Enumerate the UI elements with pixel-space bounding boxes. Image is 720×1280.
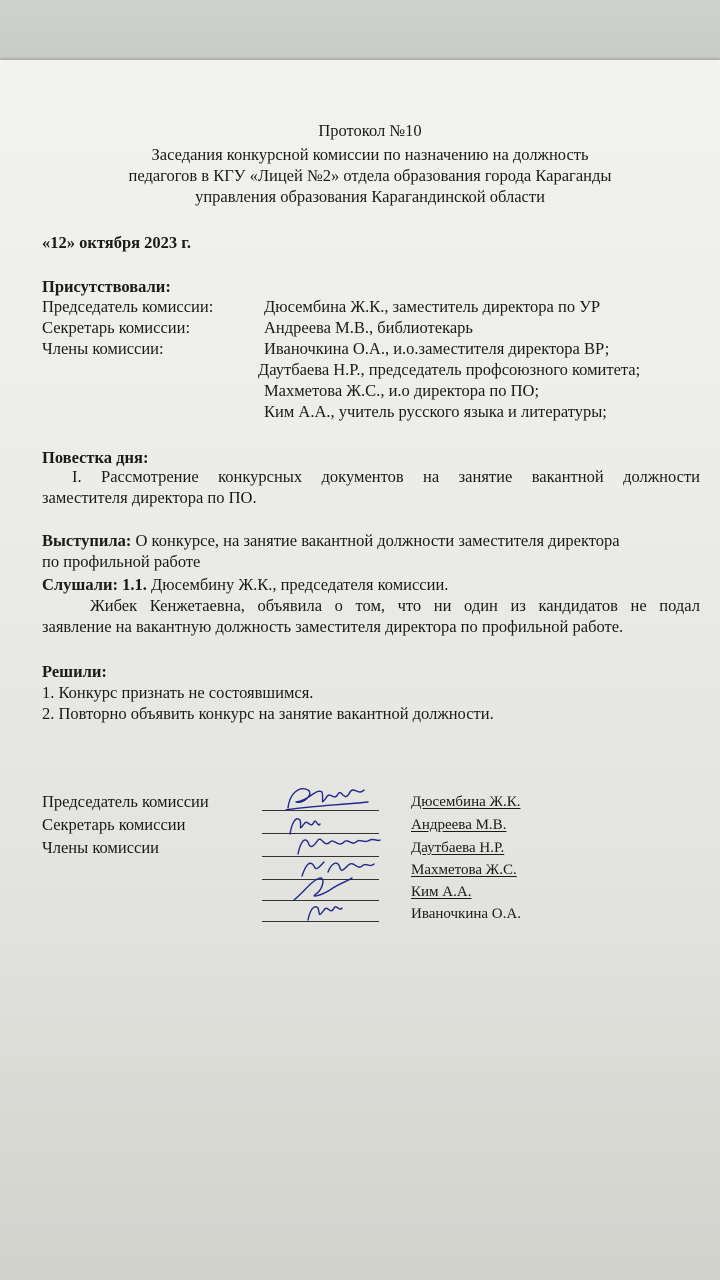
spoke-line-1 <box>42 531 702 551</box>
signatory-name: Андреева М.В. <box>411 817 507 833</box>
member-line-3: Махметова Ж.С., и.о директора по ПО; <box>264 381 540 400</box>
heard-text: Дюсембину Ж.К., председателя комиссии. <box>146 575 449 594</box>
member-line-2: Даутбаева Н.Р., председатель профсоюзного комитета; <box>258 360 641 379</box>
signatory-name: Даутбаева Н.Р. <box>411 840 505 856</box>
subtitle-line-2: педагогов в КГУ «Лицей №2» отдела образования города Караганды <box>128 166 612 185</box>
subtitle-line-3: управления образования Карагандинской области <box>195 187 545 206</box>
member-line-1: Иваночкина О.А., и.о.заместителя директора ВР; <box>264 339 610 358</box>
document-title: Протокол №10 <box>318 121 422 140</box>
chair-role: Председатель комиссии: <box>42 297 214 316</box>
spoke-label: Выступила: <box>42 531 132 550</box>
decision-item-1: 1. Конкурс признать не состоявшимся. <box>42 683 314 702</box>
signatory-name: Махметова Ж.С. <box>411 862 517 878</box>
heard-line <box>42 575 448 595</box>
secretary-role: Секретарь комиссии: <box>42 318 191 337</box>
spoke-line-2: по профильной работе <box>42 552 201 571</box>
spoke-text: О конкурсе, на занятие вакантной должности заместителя директора <box>131 531 620 550</box>
signatory-name: Дюсембина Ж.К. <box>411 794 521 810</box>
signatory-name: Ким А.А. <box>411 884 472 900</box>
agenda-line-2: заместителя директора по ПО. <box>42 488 257 507</box>
heard-label: Слушали: 1.1. <box>42 575 147 594</box>
chair-value: Дюсембина Ж.К., заместитель директора по УР <box>264 297 601 316</box>
members-role: Члены комиссии: <box>42 339 164 358</box>
sign-chair-label: Председатель комиссии <box>42 792 209 811</box>
signature-member-4 <box>302 896 346 924</box>
member-line-4: Ким А.А., учитель русского языка и литературы; <box>264 402 607 421</box>
background-wall <box>0 0 720 66</box>
heard-paragraph-line-1: Жибек Кенжетаевна, объявила о том, что ни один из кандидатов не подал <box>90 596 700 615</box>
secretary-value: Андреева М.В., библиотекарь <box>264 318 473 337</box>
decision-item-2: 2. Повторно объявить конкурс на занятие вакантной должности. <box>42 704 494 723</box>
document-date: «12» октября 2023 г. <box>42 233 192 252</box>
subtitle-line-1: Заседания конкурсной комиссии по назначению на должность <box>151 145 589 164</box>
attendance-heading: Присутствовали: <box>42 277 171 296</box>
agenda-heading: Повестка дня: <box>42 448 149 467</box>
signatory-name: Иваночкина О.А. <box>411 906 521 922</box>
decided-heading: Решили: <box>42 662 107 681</box>
agenda-line-1: I. Рассмотрение конкурсных документов на занятие вакантной должности <box>72 467 700 486</box>
heard-paragraph-line-2: заявление на вакантную должность заместителя директора по профильной работе. <box>42 617 624 636</box>
sign-secretary-label: Секретарь комиссии <box>42 815 186 834</box>
sign-members-label: Члены комиссии <box>42 838 160 857</box>
